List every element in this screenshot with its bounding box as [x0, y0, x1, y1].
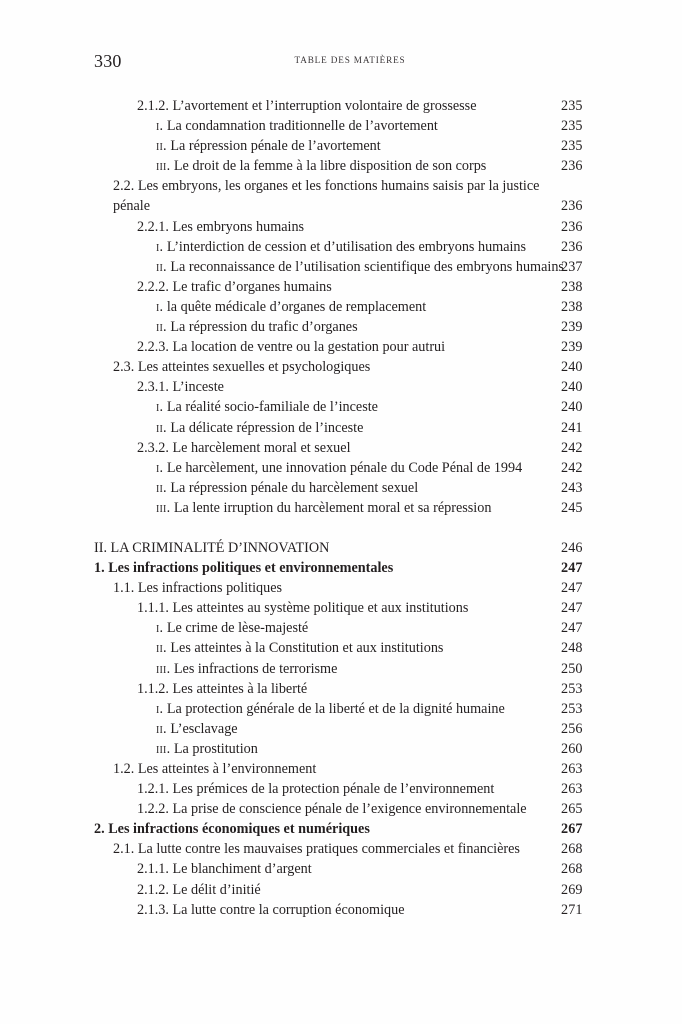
toc-entry-label: [137, 679, 577, 699]
toc-entry-title: La lutte contre la corruption économique: [172, 901, 405, 918]
toc-entry-roman-numeral: iii.: [156, 158, 171, 175]
toc-entry-label: [137, 96, 577, 116]
toc-entry-roman-numeral: ii.: [156, 258, 167, 275]
toc-entry[interactable]: [0, 538, 682, 558]
toc-entry[interactable]: [0, 558, 682, 578]
toc-entry-title: La délicate répression de l’inceste: [170, 419, 364, 436]
toc-entry[interactable]: [0, 377, 682, 397]
toc-entry[interactable]: [0, 217, 682, 237]
toc-entry[interactable]: [0, 116, 682, 136]
toc-entry-label: [156, 136, 577, 156]
toc-entry-page-number: 236: [561, 198, 583, 215]
toc-entry[interactable]: [0, 397, 682, 417]
toc-entry-label: [113, 176, 577, 216]
toc-entry-label: [156, 237, 577, 257]
toc-entry-label: [137, 779, 577, 799]
toc-entry[interactable]: [0, 438, 682, 458]
toc-entry[interactable]: [0, 458, 682, 478]
toc-entry-title: Les atteintes à la liberté: [172, 680, 308, 697]
toc-entry[interactable]: [0, 598, 682, 618]
toc-entry-page-number: 247: [561, 580, 583, 597]
toc-entry-label: [156, 699, 577, 719]
toc-entry[interactable]: [0, 618, 682, 638]
toc-entry-number: 2.2.2.: [137, 278, 169, 295]
toc-entry-roman-numeral: i.: [156, 700, 164, 717]
toc-entry-roman-numeral: i.: [156, 238, 164, 255]
toc-entry-number: 2.1.: [113, 841, 135, 858]
toc-entry-label: [156, 156, 577, 176]
toc-entry-roman-numeral: i.: [156, 298, 164, 315]
toc-entry-label: [137, 598, 577, 618]
toc-entry-roman-numeral: i.: [156, 399, 164, 416]
toc-entry-number: 1.2.: [113, 761, 135, 777]
toc-entry-roman-numeral: ii.: [156, 319, 167, 336]
toc-entry-page-number: 250: [561, 660, 583, 677]
toc-entry-roman-numeral: iii.: [156, 740, 171, 757]
toc-entry-page-number: 238: [561, 298, 583, 315]
toc-entry[interactable]: [0, 880, 682, 900]
toc-entry[interactable]: [0, 638, 682, 658]
toc-entry-page-number: 263: [561, 761, 583, 777]
toc-entry-page-number: 245: [561, 499, 583, 516]
toc-entry-label: [94, 558, 577, 578]
toc-entry-title: L’avortement et l’interruption volontaire de grossesse: [172, 98, 477, 114]
toc-entry-roman-numeral: i.: [156, 459, 164, 476]
toc-entry-number: 1.2.2.: [137, 801, 169, 818]
toc-entry-title: LA CRIMINALITÉ D’INNOVATION: [110, 539, 330, 556]
page-folio-number: 330: [94, 51, 122, 71]
toc-entry[interactable]: [0, 317, 682, 337]
toc-entry-title: La lente irruption du harcèlement moral et sa répression: [173, 499, 492, 516]
toc-entry-title: La condamnation traditionnelle de l’avortement: [166, 118, 438, 135]
toc-entry-page-number: 256: [561, 720, 583, 737]
toc-entry-label: [156, 659, 577, 679]
running-head-title: TABLE DES MATIÈRES: [294, 55, 406, 65]
toc-entry-title: La répression du trafic d’organes: [170, 319, 358, 336]
toc-entry-label: [156, 719, 577, 739]
toc-entry-page-number: 260: [561, 740, 583, 757]
toc-entry-label: [137, 438, 577, 458]
toc-entry-page-number: 239: [561, 319, 583, 336]
toc-entry[interactable]: [0, 679, 682, 699]
toc-entry-label: [156, 478, 577, 498]
toc-entry-page-number: 247: [561, 620, 583, 637]
toc-entry[interactable]: [0, 739, 682, 759]
toc-entry-title: Les atteintes à l’environnement: [137, 761, 317, 777]
toc-entry-roman-numeral: i.: [156, 620, 164, 637]
toc-entry[interactable]: [0, 859, 682, 879]
toc-entry-page-number: 268: [561, 841, 583, 858]
toc-entry-number: 1.: [94, 560, 105, 577]
toc-entry[interactable]: [0, 277, 682, 297]
toc-entry-label: [156, 116, 577, 136]
toc-entry-label: [156, 418, 577, 438]
toc-entry-title: Les embryons, les organes et les fonctions humains saisis par la justice pénale: [113, 178, 540, 215]
toc-entry-title: Le crime de lèse-majesté: [166, 620, 309, 637]
toc-entry-page-number: 236: [561, 158, 583, 175]
toc-entry-title: la quête médicale d’organes de remplacement: [166, 298, 427, 315]
toc-entry[interactable]: [0, 176, 682, 216]
toc-entry[interactable]: [0, 257, 682, 277]
toc-entry-label: [137, 799, 577, 819]
toc-entry-page-number: 242: [561, 439, 583, 456]
toc-entry-label: [156, 257, 577, 277]
table-of-contents: [0, 96, 682, 920]
toc-entry-title: La répression pénale du harcèlement sexuel: [170, 479, 419, 496]
toc-entry-roman-numeral: iii.: [156, 660, 171, 677]
toc-entry-label: [137, 880, 577, 900]
toc-entry[interactable]: [0, 136, 682, 156]
toc-entry-number: 1.2.1.: [137, 781, 169, 798]
running-head: [0, 50, 682, 72]
toc-entry-page-number: 242: [561, 459, 583, 476]
toc-entry-title: La répression pénale de l’avortement: [170, 138, 381, 155]
toc-entry[interactable]: [0, 819, 682, 839]
toc-entry-number: II.: [94, 539, 107, 556]
toc-entry-page-number: 271: [561, 901, 583, 918]
toc-entry-page-number: 237: [561, 258, 583, 275]
toc-entry-number: 2.2.3.: [137, 339, 169, 356]
toc-entry-title: Les embryons humains: [172, 218, 305, 235]
toc-entry[interactable]: [0, 418, 682, 438]
toc-entry-title: Les atteintes sexuelles et psychologiques: [137, 359, 371, 376]
toc-entry-page-number: 265: [561, 801, 583, 818]
toc-entry-title: La reconnaissance de l’utilisation scientifique des embryons humains: [170, 258, 564, 275]
toc-entry-title: Les prémices de la protection pénale de l’environnement: [172, 781, 495, 798]
toc-entry-number: 2.1.1.: [137, 861, 169, 878]
toc-entry-number: 2.3.: [113, 359, 135, 376]
toc-entry[interactable]: [0, 659, 682, 679]
toc-entry-page-number: 241: [561, 419, 583, 436]
toc-entry[interactable]: [0, 237, 682, 257]
toc-entry-title: Les infractions politiques: [137, 580, 283, 597]
toc-entry-label: [156, 638, 577, 658]
toc-entry-label: [137, 900, 577, 920]
toc-entry-roman-numeral: ii.: [156, 479, 167, 496]
toc-entry[interactable]: [0, 156, 682, 176]
toc-entry[interactable]: [0, 799, 682, 819]
toc-entry-title: La réalité socio-familiale de l’inceste: [166, 399, 378, 416]
toc-entry[interactable]: [0, 578, 682, 598]
toc-entry-label: [156, 498, 577, 518]
toc-entry[interactable]: [0, 759, 682, 779]
toc-entry-title: L’interdiction de cession et d’utilisation des embryons humains: [166, 238, 527, 255]
toc-entry-label: [113, 759, 577, 779]
toc-entry-page-number: 236: [561, 218, 583, 235]
toc-entry[interactable]: [0, 478, 682, 498]
toc-entry-page-number: 263: [561, 781, 583, 798]
toc-entry-label: [94, 538, 577, 558]
toc-entry-number: 2.3.2.: [137, 439, 169, 456]
toc-entry-page-number: 240: [561, 399, 583, 416]
toc-entry-number: 2.1.2.: [137, 98, 169, 114]
toc-entry-title: L’esclavage: [170, 720, 238, 737]
toc-entry-number: 2.1.3.: [137, 901, 169, 918]
toc-entry[interactable]: [0, 699, 682, 719]
toc-entry-number: 2.: [94, 821, 105, 838]
toc-entry-page-number: 240: [561, 359, 583, 376]
toc-entry-label: [113, 839, 577, 859]
toc-entry-number: 1.1.2.: [137, 680, 169, 697]
toc-entry[interactable]: [0, 297, 682, 317]
toc-entry-number: 1.1.1.: [137, 600, 169, 617]
toc-entry[interactable]: [0, 498, 682, 518]
toc-entry-title: Le droit de la femme à la libre disposition de son corps: [173, 158, 487, 175]
toc-entry-title: Le harcèlement, une innovation pénale du Code Pénal de 1994: [166, 459, 523, 476]
toc-entry-page-number: 248: [561, 640, 583, 657]
toc-entry[interactable]: [0, 337, 682, 357]
toc-entry-page-number: 235: [561, 118, 583, 135]
toc-entry-label: [156, 297, 577, 317]
toc-entry[interactable]: [0, 839, 682, 859]
toc-entry[interactable]: [0, 719, 682, 739]
toc-entry[interactable]: [0, 357, 682, 377]
toc-entry-label: [113, 357, 577, 377]
toc-entry-number: 2.3.1.: [137, 379, 169, 396]
toc-entry-page-number: 243: [561, 479, 583, 496]
toc-entry-page-number: 247: [561, 600, 583, 617]
toc-entry-label: [137, 377, 577, 397]
toc-entry-number: 1.1.: [113, 580, 135, 597]
toc-entry-number: 2.2.1.: [137, 218, 169, 235]
toc-entry-number: 2.2.: [113, 178, 135, 195]
toc-entry-label: [137, 277, 577, 297]
toc-entry-label: [156, 739, 577, 759]
toc-entry-title: La lutte contre les mauvaises pratiques commerciales et financières: [137, 841, 520, 858]
toc-entry-title: Le trafic d’organes humains: [172, 278, 332, 295]
toc-entry-title: La prostitution: [173, 740, 258, 757]
toc-entry-label: [137, 217, 577, 237]
toc-entry-page-number: 235: [561, 98, 583, 114]
toc-entry-page-number: 247: [561, 560, 583, 577]
toc-entry-page-number: 235: [561, 138, 583, 155]
toc-entry-label: [156, 458, 577, 478]
toc-entry[interactable]: [0, 96, 682, 116]
toc-entry-roman-numeral: iii.: [156, 499, 171, 516]
toc-entry-page-number: 268: [561, 861, 583, 878]
toc-entry-page-number: 246: [561, 539, 583, 556]
toc-entry-title: L’inceste: [172, 379, 224, 396]
toc-entry-page-number: 269: [561, 881, 583, 898]
toc-entry-title: Le blanchiment d’argent: [172, 861, 312, 878]
toc-entry-title: Les atteintes au système politique et aux institutions: [172, 600, 469, 617]
toc-entry-page-number: 253: [561, 680, 583, 697]
toc-entry-label: [156, 618, 577, 638]
toc-entry-title: Les infractions économiques et numériques: [108, 821, 370, 838]
toc-entry-label: [137, 859, 577, 879]
toc-entry-roman-numeral: ii.: [156, 720, 167, 737]
toc-entry-label: [94, 819, 577, 839]
toc-entry-number: 2.1.2.: [137, 881, 169, 898]
toc-entry[interactable]: [0, 779, 682, 799]
toc-entry-label: [137, 337, 577, 357]
toc-entry-title: La protection générale de la liberté et de la dignité humaine: [166, 700, 505, 717]
toc-entry-label: [156, 397, 577, 417]
toc-entry-page-number: 239: [561, 339, 583, 356]
toc-entry-title: Le délit d’initié: [172, 881, 261, 898]
toc-entry-page-number: 236: [561, 238, 583, 255]
toc-entry-page-number: 253: [561, 700, 583, 717]
toc-entry-title: Les atteintes à la Constitution et aux institutions: [170, 640, 444, 657]
toc-entry-title: Les infractions politiques et environnementales: [108, 560, 394, 577]
toc-entry[interactable]: [0, 900, 682, 920]
toc-entry-roman-numeral: ii.: [156, 419, 167, 436]
toc-entry-page-number: 267: [561, 821, 583, 838]
toc-entry-label: [113, 578, 577, 598]
toc-entry-page-number: 240: [561, 379, 583, 396]
toc-entry-label: [156, 317, 577, 337]
toc-entry-title: Le harcèlement moral et sexuel: [172, 439, 351, 456]
toc-entry-title: La location de ventre ou la gestation pour autrui: [172, 339, 446, 356]
toc-entry-roman-numeral: ii.: [156, 640, 167, 657]
toc-entry-roman-numeral: i.: [156, 118, 164, 135]
toc-entry-roman-numeral: ii.: [156, 138, 167, 155]
toc-entry-page-number: 238: [561, 278, 583, 295]
toc-entry-title: Les infractions de terrorisme: [173, 660, 338, 677]
toc-entry-title: La prise de conscience pénale de l’exigence environnementale: [172, 801, 527, 818]
